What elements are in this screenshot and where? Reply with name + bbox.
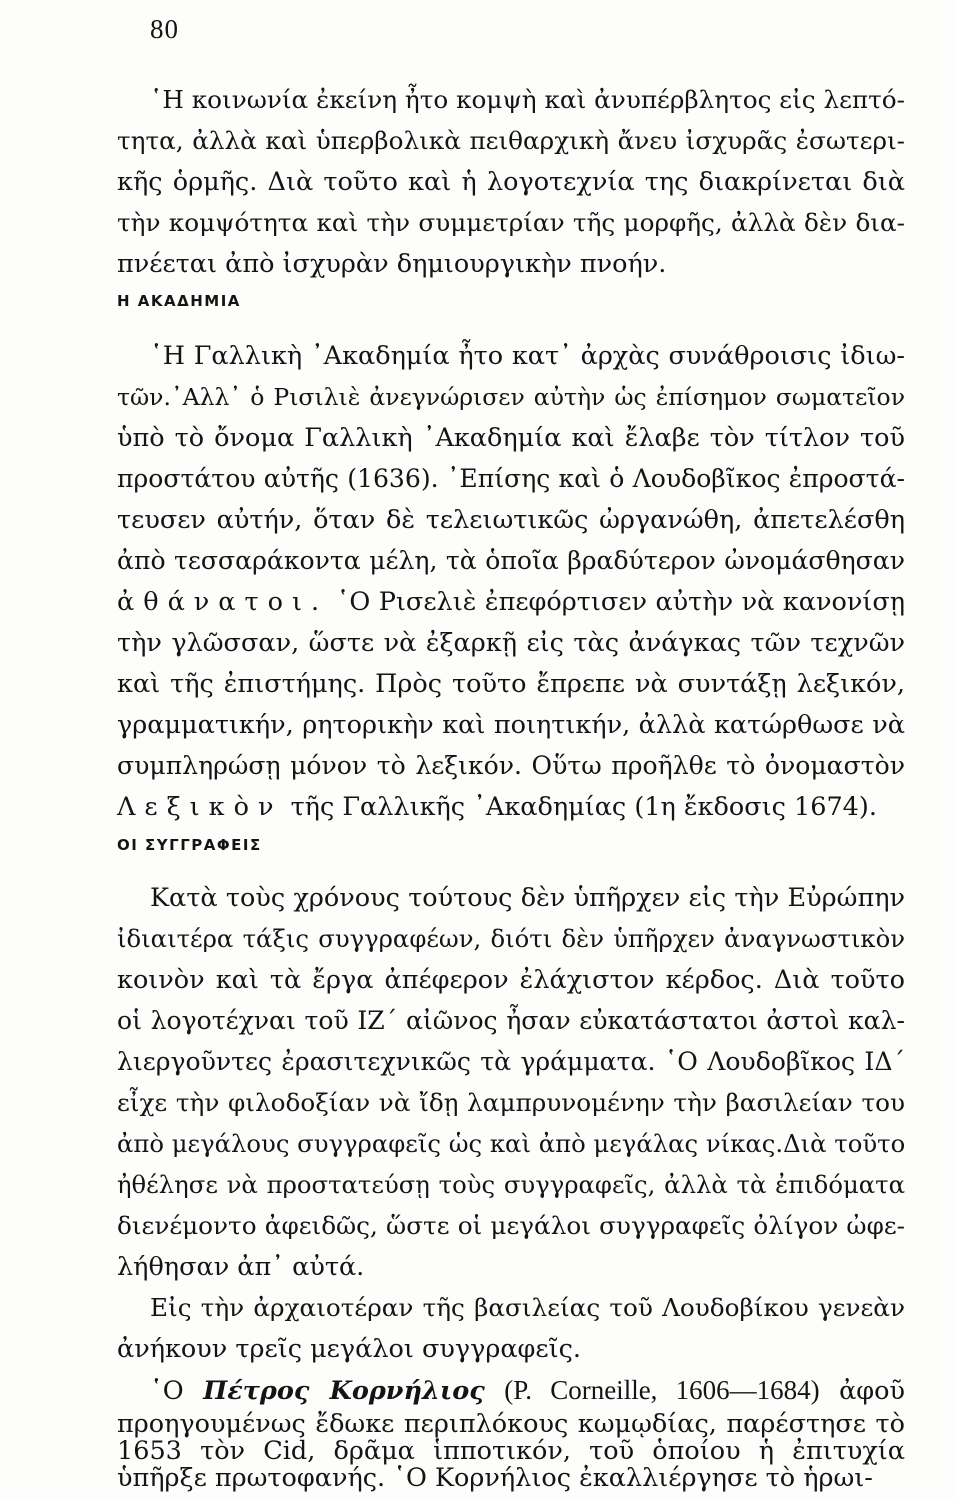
text-line: προστάτου αὐτῆς (1636). ᾿Επίσης καὶ ὁ Λουδοβῖκος ἐπροστά- — [117, 464, 905, 493]
text-line: ἀπὸ τεσσαράκοντα μέλη, τὰ ὁποῖα βραδύτερον ὠνομάσθησαν — [117, 546, 905, 575]
text-line: ῾Η κοινωνία ἐκείνη ἦτο κομψὴ καὶ ἀνυπέρβλητος εἰς λεπτό- — [150, 85, 905, 114]
text-line: ἀπὸ μεγάλους συγγραφεῖς ὡς καὶ ἀπὸ μεγάλας νίκας.Διὰ τοῦτο — [117, 1129, 906, 1158]
text-line — [117, 582, 905, 622]
author-name: Πέτρος Κορνήλιος — [203, 1376, 485, 1406]
text-line — [117, 787, 905, 827]
text-line: Κατὰ τοὺς χρόνους τούτους δὲν ὑπῆρχεν εἰς τὴν Εὐρώπην — [150, 883, 905, 913]
spaced-word: ἀθάνατοι. — [117, 587, 329, 617]
text-line: καὶ τῆς ἐπιστήμης. Πρὸς τοῦτο ἔπρεπε νὰ συντάξῃ λεξικόν, — [117, 669, 905, 699]
section-heading-academy: Η ΑΚΑΔΗΜΙΑ — [117, 292, 241, 310]
text-line: ῾Η Γαλλικὴ ᾿Ακαδημία ἦτο κατ᾿ ἀρχὰς συνάθροισις ἰδιω- — [150, 341, 905, 371]
author-latin-name: (P. Corneille, 1606—1684) — [504, 1375, 820, 1405]
text-line: γραμματικήν, ρητορικὴν καὶ ποιητικήν, ἀλλὰ κατώρθωσε νὰ — [117, 710, 905, 740]
text-line: ἰδιαιτέρα τάξις συγγραφέων, διότι δὲν ὑπῆρχεν ἀναγνωστικὸν — [117, 924, 905, 953]
section-heading-writers: ΟΙ ΣΥΓΓΡΑΦΕΙΣ — [117, 836, 262, 854]
text-line: οἱ λογοτέχναι τοῦ ΙΖ´ αἰῶνος ἦσαν εὐκατάστατοι ἀστοὶ καλ- — [117, 1006, 905, 1035]
text-line: τευσεν αὐτήν, ὅταν δὲ τελειωτικῶς ὠργανώθη, ἀπετελέσθη — [117, 505, 905, 535]
spaced-word: Λεξικὸν — [117, 792, 283, 822]
text-line: ὑπῆρξε πρωτοφανής. ῾Ο Κορνήλιος ἐκαλλιέργησε τὸ ἡρωι- — [117, 1463, 873, 1493]
text-span: ἀφοῦ — [839, 1376, 905, 1406]
text-span: τῆς Γαλλικῆς ᾿Ακαδημίας (1η ἔκδοσις 1674). — [290, 792, 877, 822]
text-line: ὑπὸ τὸ ὄνομα Γαλλικὴ ᾿Ακαδημία καὶ ἔλαβε τὸν τίτλον τοῦ — [117, 423, 905, 453]
text-line: κῆς ὁρμῆς. Διὰ τοῦτο καὶ ἡ λογοτεχνία της διακρίνεται διὰ — [117, 167, 905, 197]
text-line: λιεργοῦντες ἐρασιτεχνικῶς τὰ γράμματα. ῾Ο Λουδοβῖκος ΙΔ´ — [117, 1047, 905, 1076]
text-line: πνέεται ἀπὸ ἰσχυρὰν δημιουργικὴν πνοήν. — [117, 249, 667, 279]
text-line: τὴν γλῶσσαν, ὥστε νὰ ἐξαρκῇ εἰς τὰς ἀνάγκας τῶν τεχνῶν — [117, 628, 905, 658]
page-number: 80 — [150, 14, 179, 44]
text-line: λήθησαν ἀπ᾿ αὐτά. — [117, 1252, 365, 1282]
text-line: συμπληρώσῃ μόνον τὸ λεξικόν. Οὕτω προῆλθε τὸ ὀνομαστὸν — [117, 751, 905, 780]
text-line: κοινὸν καὶ τὰ ἔργα ἀπέφερον ἐλάχιστον κέρδος. Διὰ τοῦτο — [117, 965, 905, 995]
text-line: ἠθέλησε νὰ προστατεύσῃ τοὺς συγγραφεῖς, ἀλλὰ τὰ ἐπιδόματα — [117, 1170, 905, 1199]
text-line: διενέμοντο ἀφειδῶς, ὥστε οἱ μεγάλοι συγγραφεῖς ὀλίγον ὠφε- — [117, 1211, 905, 1240]
text-line: τῶν.᾿Αλλ᾿ ὁ Ρισιλιὲ ἀνεγνώρισεν αὐτὴν ὡς ἐπίσημον σωματεῖον — [117, 383, 905, 411]
text-span: ῾Ο Ρισελιὲ ἐπεφόρτισεν αὐτὴν νὰ κανονίσῃ — [336, 587, 906, 617]
text-line: 1653 τὸν Cid, δρᾶμα ἱπποτικόν, τοῦ ὁποίου ἡ ἐπιτυχία — [117, 1436, 905, 1466]
text-line: τὴν κομψότητα καὶ τὴν συμμετρίαν τῆς μορφῆς, ἀλλὰ δὲν δια- — [117, 208, 905, 237]
text-line: προηγουμένως ἔδωκε περιπλόκους κωμῳδίας, παρέστησε τὸ — [117, 1409, 905, 1439]
text-span: ῾Ο — [150, 1376, 184, 1406]
text-line: ἀνήκουν τρεῖς μεγάλοι συγγραφεῖς. — [117, 1334, 582, 1364]
text-line: Εἰς τὴν ἀρχαιοτέραν τῆς βασιλείας τοῦ Λουδοβίκου γενεὰν — [150, 1293, 905, 1322]
text-line: εἶχε τὴν φιλοδοξίαν νὰ ἴδῃ λαμπρυνομένην τὴν βασιλείαν του — [117, 1088, 905, 1117]
text-line: τητα, ἀλλὰ καὶ ὑπερβολικὰ πειθαρχικὴ ἄνευ ἰσχυρᾶς ἐσωτερι- — [117, 126, 905, 155]
